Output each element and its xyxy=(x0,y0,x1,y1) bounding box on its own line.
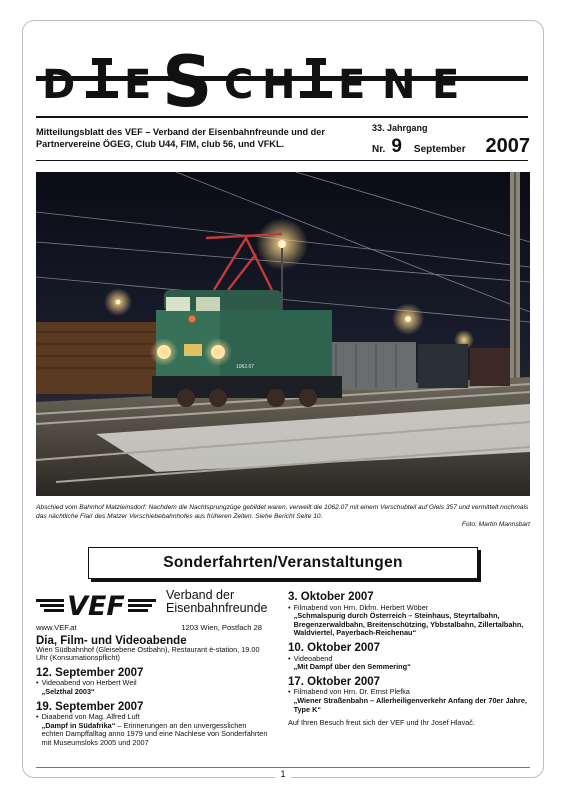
photo-credit: Foto: Martin Mannsbart xyxy=(461,521,530,528)
freight-train xyxy=(326,342,510,390)
left-heading: Dia, Film- und Videoabende xyxy=(36,635,187,647)
photo-caption: Abschied vom Bahnhof Matzleinsdorf: Nachdem die Nachtsprungzüge gebildet waren, verweilt die 1062.07 mit einem Verschubteil auf Gleis 357 und vermittelt nochmals das nächtliche Flair des Matzer Verschiebebahnhofes aus früheren Zeiten. Siehe Bericht Seite 10. xyxy=(36,504,529,520)
issue-nr-value: 9 xyxy=(391,136,402,157)
subtitle: Mitteilungsblatt des VEF – Verband der Eisenbahnfreunde und der Partnervereine ÖGEG, Club U44, FIM, club 56, und VFKL. xyxy=(36,127,325,149)
masthead-letter-d: D xyxy=(42,62,76,108)
event-date: 3. Oktober 2007 xyxy=(288,591,374,603)
page-number: 1 xyxy=(275,769,291,779)
masthead-letter-e2: E xyxy=(338,62,366,108)
closing-note: Auf Ihren Besuch freut sich der VEF und Ihr Josef Hlavač. xyxy=(288,718,475,728)
section-banner: Sonderfahrten/Veranstaltungen xyxy=(88,547,478,579)
masthead-logo xyxy=(36,40,528,114)
event-desc: Videoabend xyxy=(293,653,333,663)
event-desc: Filmabend von Hrn. Dkfm. Herbert Wöber xyxy=(293,602,429,612)
vef-contact xyxy=(36,623,262,632)
masthead-letter-h: H xyxy=(262,62,296,108)
masthead-letter-n: N xyxy=(382,62,416,108)
event-title: „Schmalspurig durch Österreich – Steinhaus, Steyrtalbahn, Bregenzerwaldbahn, Breitenschützing, Ybbstalbahn, Zillertalbahn, Waldviertel, Payerbach-Reichenau“ xyxy=(293,611,524,638)
left-column xyxy=(36,637,268,748)
event-title: „Selzthal 2003“ xyxy=(41,686,95,696)
masthead-letter-e3: E xyxy=(432,62,460,108)
masthead-letter-c: C xyxy=(224,62,254,108)
event-date: 17. Oktober 2007 xyxy=(288,675,381,688)
footer-rule xyxy=(36,767,530,768)
event-item xyxy=(288,655,530,672)
right-column xyxy=(288,593,530,728)
bullet: • xyxy=(288,602,291,612)
bullet: • xyxy=(36,678,39,688)
issue-info xyxy=(372,123,530,158)
event-date: 12. September 2007 xyxy=(36,666,144,679)
left-venue: Wien Südbahnhof (Gleisebene Ostbahn), Restaurant è-station, 19.00 Uhr (Konsumationspflicht) xyxy=(36,644,260,663)
issue-year: 2007 xyxy=(485,135,530,157)
event-more: – Erinnerungen an den unvergesslichen echten Dampffalltag anno 1979 und eine Nachlese von Sonderfahrten mit Museumsloks 2005 und 2007 xyxy=(41,720,268,747)
cover-photo xyxy=(36,172,530,496)
masthead-letter-s: S xyxy=(162,41,213,114)
bullet: • xyxy=(288,653,291,663)
masthead-letter-e: E xyxy=(124,62,152,108)
header-rule-bottom xyxy=(36,160,528,161)
event-date: 10. Oktober 2007 xyxy=(288,641,381,654)
vef-url[interactable]: www.VEF.at xyxy=(36,623,77,632)
bullet: • xyxy=(288,687,291,697)
event-item xyxy=(288,604,530,638)
header-rule-top xyxy=(36,116,528,118)
event-desc: Filmabend von Hrn. Dr. Ernst Plefka xyxy=(293,687,410,697)
freight-wagon-left xyxy=(36,322,156,394)
issue-month: September xyxy=(413,144,466,155)
vef-logo xyxy=(36,589,156,621)
event-desc: Diaabend von Mag. Alfred Luft xyxy=(41,712,140,722)
jahrgang: 33. Jahrgang xyxy=(372,123,428,133)
event-title: „Mit Dampf über den Semmering“ xyxy=(293,662,411,672)
vef-logo-text: VEF xyxy=(67,591,125,621)
vef-name-line2: Eisenbahnfreunde xyxy=(166,601,268,615)
event-item xyxy=(36,679,268,696)
vef-name-line1: Verband der xyxy=(166,588,235,602)
event-title: „Wiener Straßenbahn – Allerheiligenverkehr Anfang der 70er Jahre, Type K“ xyxy=(293,695,527,714)
event-date: 19. September 2007 xyxy=(36,700,144,713)
loco-number: 1062.07 xyxy=(236,364,255,370)
event-item xyxy=(288,688,530,714)
event-title: „Dampf in Südafrika“ xyxy=(41,720,116,730)
issue-nr-label: Nr. xyxy=(372,144,386,155)
vef-address: 1203 Wien, Postfach 28 xyxy=(181,623,262,632)
event-item xyxy=(36,713,268,747)
event-desc: Videoabend von Herbert Weil xyxy=(41,678,137,688)
bullet: • xyxy=(36,712,39,722)
vef-name xyxy=(166,589,267,615)
